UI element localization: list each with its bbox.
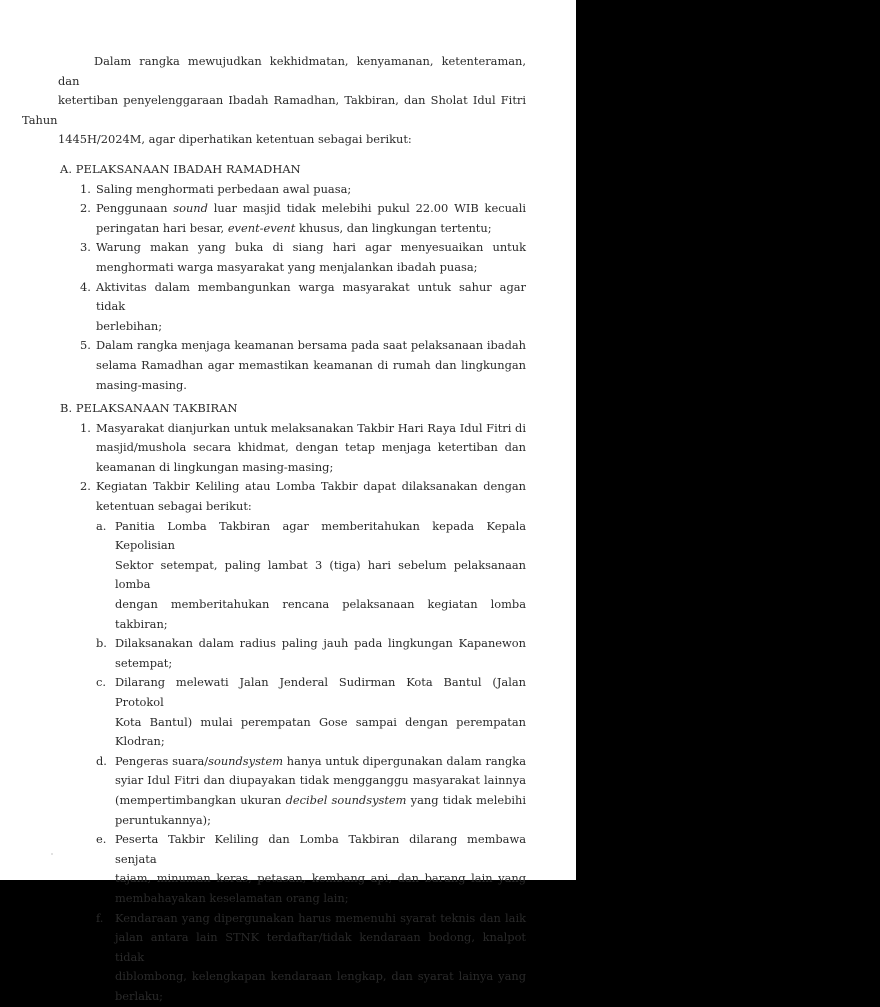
intro-line: 1445H/2024M, agar diperhatikan ketentuan sebagai berikut:	[58, 132, 412, 147]
list-text: ketentuan sebagai berikut:	[96, 499, 252, 514]
sub-list-letter: c.	[96, 675, 107, 690]
list-text: Saling menghormati perbedaan awal puasa;	[96, 181, 352, 196]
list-text: masing-masing.	[96, 377, 187, 392]
list-text: Warung makan yang buka di siang hari agar menyesuaikan untuk	[96, 240, 526, 255]
sub-list-text: membahayakan keselamatan orang lain;	[115, 890, 349, 905]
sub-list-item	[96, 517, 526, 635]
list-number: 2.	[80, 479, 91, 494]
list-text: Aktivitas dalam membangunkan warga masyarakat untuk sahur agar tidak	[96, 279, 526, 314]
list-text: masjid/mushola secara khidmat, dengan tetap menjaga ketertiban dan	[96, 440, 526, 455]
section-a-list	[58, 180, 526, 396]
list-item	[80, 180, 526, 200]
list-item	[80, 199, 526, 238]
sub-list-text: Peserta Takbir Keliling dan Lomba Takbiran dilarang membawa senjata	[115, 832, 526, 866]
sub-list-letter: e.	[96, 832, 107, 847]
sub-list-text: Sektor setempat, paling lambat 3 (tiga) hari sebelum pelaksanaan lomba	[115, 557, 526, 592]
intro-paragraph	[22, 52, 526, 150]
list-text: selama Ramadhan agar memastikan keamanan di rumah dan lingkungan	[96, 357, 526, 372]
list-number: 4.	[80, 279, 91, 294]
list-text: Dalam rangka menjaga keamanan bersama pada saat pelaksanaan ibadah	[96, 338, 526, 353]
list-text: menghormati warga masyarakat yang menjalankan ibadah puasa;	[96, 259, 478, 274]
list-text: Kegiatan Takbir Keliling atau Lomba Takbir dapat dilaksanakan dengan	[96, 479, 526, 494]
sub-list-letter: b.	[96, 636, 107, 651]
document-body	[22, 52, 527, 1007]
list-item	[80, 336, 526, 395]
sub-list-letter: a.	[96, 518, 107, 533]
list-number: 1.	[80, 181, 91, 196]
sub-list-text: Dilaksanakan dalam radius paling jauh pada lingkungan Kapanewon	[115, 636, 526, 651]
list-text: peringatan hari besar, event-event khusus, dan lingkungan tertentu;	[96, 220, 492, 235]
sub-list-text: diblombong, kelengkapan kendaraan lengkap, dan syarat lainya yang	[115, 969, 526, 984]
list-text: keamanan di lingkungan masing-masing;	[96, 459, 334, 474]
sub-list-text: Kendaraan yang dipergunakan harus memenuhi syarat teknis dan laik	[115, 910, 526, 925]
list-item	[80, 238, 526, 277]
section-b-title: B. PELAKSANAAN TAKBIRAN	[60, 401, 238, 416]
sub-list-text: Dilarang melewati Jalan Jenderal Sudirman Kota Bantul (Jalan Protokol	[115, 675, 526, 709]
list-text: Penggunaan sound luar masjid tidak melebihi pukul 22.00 WIB kecuali	[96, 201, 526, 216]
sub-list-item	[96, 673, 526, 751]
sub-list-item	[96, 634, 526, 673]
list-item	[80, 477, 526, 1006]
list-text: berlebihan;	[96, 318, 163, 333]
sub-list-text: berlaku;	[115, 988, 163, 1003]
list-number: 3.	[80, 240, 91, 255]
sub-list-text: setempat;	[115, 655, 173, 670]
list-item	[80, 278, 526, 337]
list-item	[80, 419, 526, 478]
sub-list-item	[96, 830, 526, 908]
list-number: 5.	[80, 338, 91, 353]
sub-list-text: jalan antara lain STNK terdaftar/tidak kendaraan bodong, knalpot tidak	[115, 930, 526, 964]
sub-list-text: peruntukannya);	[115, 812, 211, 827]
sub-list-text: dengan memberitahukan rencana pelaksanaan kegiatan lomba takbiran;	[115, 597, 526, 631]
sub-list-item	[96, 909, 526, 1007]
sub-list-text: tajam, minuman keras, petasan, kembang api, dan barang lain yang	[115, 871, 526, 886]
section-b-list	[58, 419, 526, 1007]
sub-list-item	[96, 752, 526, 830]
section-a-title: A. PELAKSANAAN IBADAH RAMADHAN	[60, 161, 301, 176]
list-number: 1.	[80, 420, 91, 435]
sub-list-letter: f.	[96, 910, 104, 925]
scan-speck	[51, 853, 53, 855]
sub-list-text: (mempertimbangkan ukuran decibel soundsystem yang tidak melebihi	[115, 792, 527, 807]
intro-line: ketertiban penyelenggaraan Ibadah Ramadhan, Takbiran, dan Sholat Idul Fitri Tahun	[22, 93, 526, 127]
sub-list-text: syiar Idul Fitri dan diupayakan tidak mengganggu masyarakat lainnya	[115, 773, 526, 788]
sub-list-letter: d.	[96, 753, 107, 768]
sub-list	[96, 517, 526, 1007]
sub-list-text: Pengeras suara/soundsystem hanya untuk dipergunakan dalam rangka	[115, 753, 526, 768]
list-text: Masyarakat dianjurkan untuk melaksanakan Takbir Hari Raya Idul Fitri di	[96, 420, 526, 435]
intro-line: Dalam rangka mewujudkan kekhidmatan, kenyamanan, ketenteraman, dan	[58, 54, 526, 88]
list-number: 2.	[80, 201, 91, 216]
sub-list-text: Panitia Lomba Takbiran agar memberitahukan kepada Kepala Kepolisian	[115, 518, 526, 553]
sub-list-text: Kota Bantul) mulai perempatan Gose sampai dengan perempatan Klodran;	[115, 714, 526, 749]
